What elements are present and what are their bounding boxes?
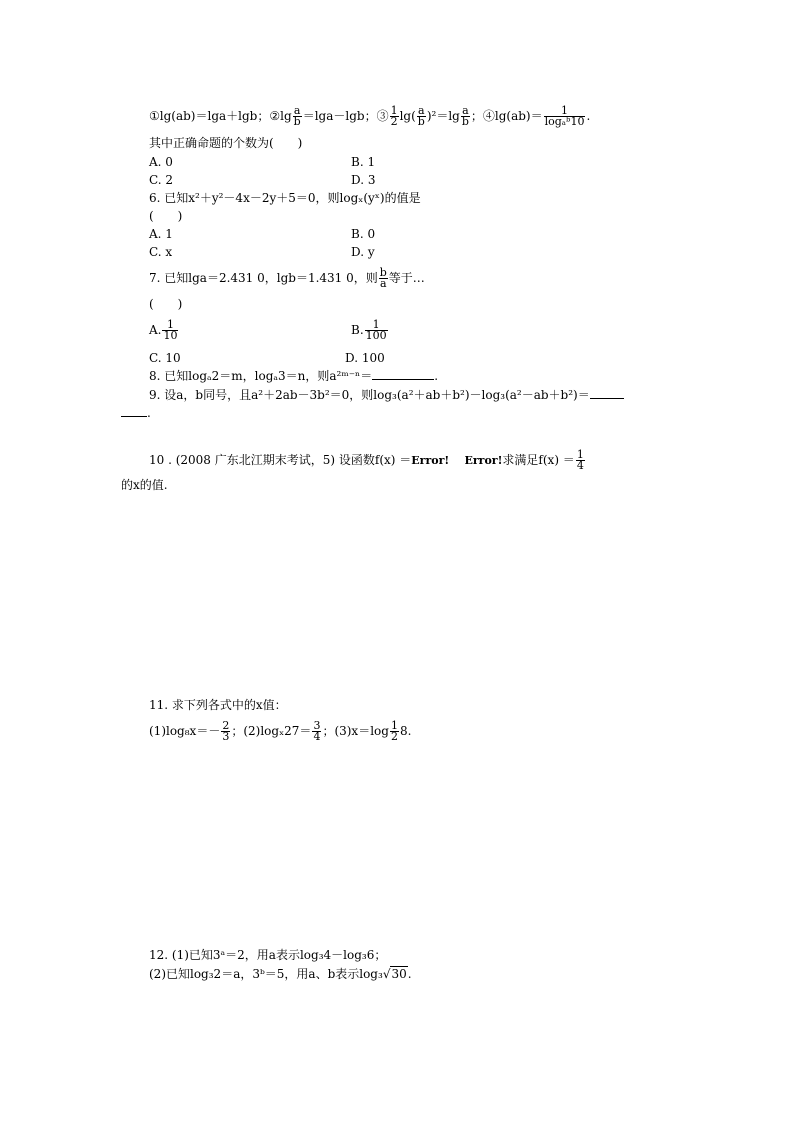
q5-s4-frac [544, 106, 586, 127]
frac-num: 1 [561, 104, 569, 117]
q11-p2: ；(2)logₓ27＝ [231, 724, 312, 738]
q12-end: . [407, 967, 412, 981]
q5-s3-mid: lg( [399, 109, 416, 123]
q11-stem: 11. 求下列各式中的x值： [149, 698, 287, 712]
q7-option-b [351, 320, 389, 341]
frac-den: logₐᵇ10 [544, 115, 585, 128]
q7-stem [149, 268, 425, 289]
q7-tail: 等于… [388, 271, 425, 285]
frac-num: 1 [372, 318, 380, 331]
q8-stem [149, 369, 438, 383]
q5-option-c: C. 2 [149, 173, 174, 187]
answer-blank-continued[interactable] [121, 406, 147, 417]
q5-s3-frac [390, 106, 399, 127]
q11-parts [149, 721, 411, 742]
frac-num: 1 [166, 318, 174, 331]
error-text: Error! [411, 454, 450, 467]
q10-tail: 求满足f(x) ＝ [502, 453, 575, 467]
frac-num: b [379, 266, 387, 279]
q5-option-b: B. 1 [351, 155, 376, 169]
q5-s3-frac2 [417, 106, 426, 127]
q5-option-a: A. 0 [149, 155, 173, 169]
frac-den: 3 [222, 730, 230, 743]
q5-s2-rest: ＝lga－lgb；③ [302, 109, 389, 123]
q5-statements [149, 106, 590, 127]
frac-num: a [418, 104, 425, 117]
frac-num: a [293, 104, 301, 117]
q7-frac [379, 268, 388, 289]
frac-den: b [461, 115, 469, 128]
sqrt-radicand: 30 [391, 967, 407, 981]
q5-s4-label: ；④lg(ab)＝ [470, 109, 543, 123]
q5-s1: ①lg(ab)＝lga＋lgb；②lg [149, 109, 292, 123]
q6-option-d: D. y [351, 245, 375, 259]
frac-num: 1 [390, 104, 398, 117]
q10-frac [576, 450, 585, 471]
q9-text: 9. 设a，b同号，且a²＋2ab－3b²＝0，则log₃(a²＋ab＋b²)－log₃(a²－ab＋b²)＝ [149, 388, 590, 402]
q6-option-c: C. x [149, 245, 173, 259]
q6-option-b: B. 0 [351, 227, 376, 241]
q8-end: . [434, 369, 439, 383]
q10-stem [149, 450, 586, 471]
answer-blank[interactable] [590, 388, 624, 399]
frac-num: 3 [313, 719, 321, 732]
q5-option-d: D. 3 [351, 173, 376, 187]
frac-den: b [417, 115, 425, 128]
frac-den: a [379, 277, 387, 290]
q7-paren: ( ) [149, 297, 183, 311]
q9-line2 [121, 406, 151, 420]
q5-s3-rest: )²＝lg [426, 109, 460, 123]
q5-s3-frac3 [461, 106, 470, 127]
frac-num: 1 [390, 719, 398, 732]
q6-paren: ( ) [149, 209, 183, 223]
option-label: A. [149, 323, 162, 337]
option-label: B. [351, 323, 364, 337]
q11-p1-frac [221, 721, 230, 742]
q6-stem: 6. 已知x²＋y²－4x－2y＋5＝0，则logₓ(yˣ)的值是 [149, 191, 421, 205]
frac-num: 2 [222, 719, 230, 732]
q12-line2-text: (2)已知log₃2＝a，3ᵇ＝5，用a、b表示log₃ [149, 967, 383, 981]
q11-p3-end: 8. [399, 724, 412, 738]
q5-question: 其中正确命题的个数为( ) [149, 136, 303, 150]
q11-p1: (1)log₈x＝－ [149, 724, 221, 738]
q11-p3: ；(3)x＝log [322, 724, 389, 738]
frac-num: 1 [576, 448, 584, 461]
q12-line2: (2)已知log₃2＝a，3ᵇ＝5，用a、b表示log₃√30. [149, 967, 412, 981]
q7-option-a [149, 320, 179, 341]
frac-den: 100 [365, 329, 387, 342]
frac-den: 4 [313, 730, 321, 743]
q8-text: 8. 已知logₐ2＝m，logₐ3＝n，则a²ᵐ⁻ⁿ＝ [149, 369, 373, 383]
frac-num: a [462, 104, 469, 117]
q9-stem [149, 388, 624, 402]
q7-stem-text: 7. 已知lga＝2.431 0，lgb＝1.431 0，则 [149, 271, 378, 285]
q6-option-a: A. 1 [149, 227, 173, 241]
frac-den: b [293, 115, 301, 128]
frac-den: 4 [576, 459, 584, 472]
q12-line1: 12. (1)已知3ᵃ＝2，用a表示log₃4－log₃6； [149, 948, 387, 962]
frac-den: 10 [163, 329, 178, 342]
q7-option-c: C. 10 [149, 351, 181, 365]
frac-den: 2 [390, 730, 398, 743]
q11-p3-frac [390, 721, 399, 742]
q7-b-frac [365, 320, 388, 341]
answer-blank[interactable] [372, 369, 434, 380]
error-text: Error! [464, 454, 503, 467]
q10-text: 10 . (2008 广东北江期末考试，5) 设函数f(x) ＝ [149, 453, 412, 467]
q5-s2-frac [293, 106, 302, 127]
q5-s4-end: . [586, 109, 591, 123]
frac-den: 2 [390, 115, 398, 128]
q11-p2-frac [312, 721, 321, 742]
q7-option-d: D. 100 [345, 351, 385, 365]
q10-line2: 的x的值. [121, 478, 168, 492]
q9-end: . [147, 406, 151, 420]
q7-a-frac [162, 320, 178, 341]
